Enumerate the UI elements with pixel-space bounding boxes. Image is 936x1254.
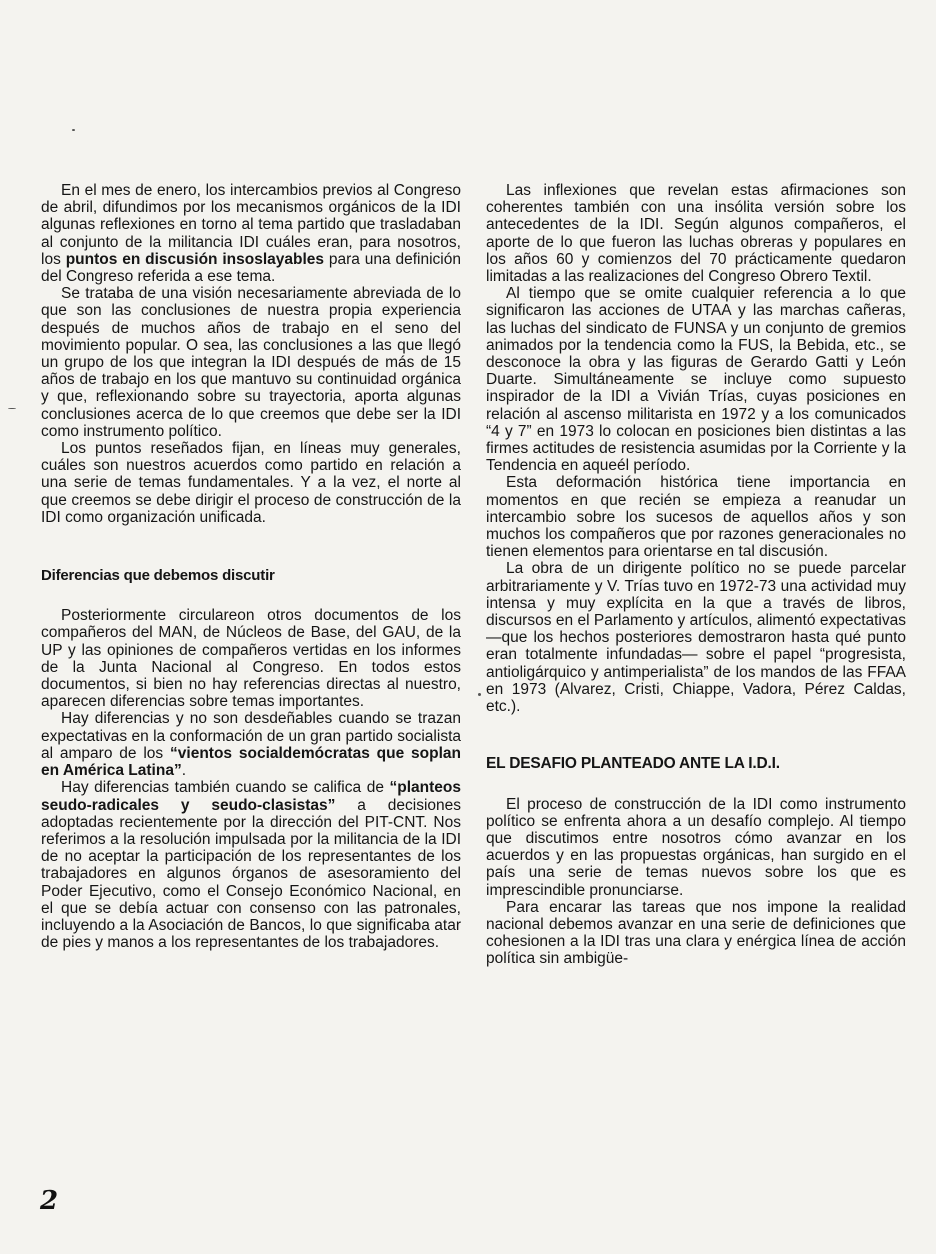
bold-phrase: puntos en discusión insoslayables bbox=[65, 250, 325, 268]
right-paragraph-4: La obra de un dirigente político no se puede parcelar arbitrariamente y V. Trías tuvo en 1972-73 una actividad muy intensa y muy explícita en la que a través de libros, discursos en el Parlamento y artículos, alimentó expectativas —que los hechos posteriores demostraron hasta qué punto eran totalmente infundadas— sobre el papel “progresista, antioligárquico y antimperialista” de los mandos de las FFAA en 1973 (Alvarez, Cristi, Chiappe, Vadora, Pérez Caldas, etc.). bbox=[486, 560, 906, 716]
text-run: . bbox=[181, 762, 187, 780]
right-paragraph-6: Para encarar las tareas que nos impone la realidad nacional debemos avanzar en una serie de definiciones que cohesionen a la IDI tras una clara y enérgica línea de acción política sin ambigüe- bbox=[486, 898, 906, 968]
print-speck bbox=[8, 408, 16, 409]
print-speck bbox=[72, 129, 75, 131]
print-speck bbox=[478, 693, 481, 696]
text-run: a decisiones adoptadas recientemente por la dirección del PIT-CNT. Nos referimos a la resolución impulsada por la militancia de la IDI de no aceptar la participación de los representantes de los trabajadores en algunos órganos de asesoramiento del Poder Ejecutivo, como el Consejo Económico Nacional, en el que se debía actuar con consenso con las patronales, incluyendo a la Asociación de Bancos, lo que significaba atar de pies y manos a los representantes de los trabajadores. bbox=[41, 796, 461, 952]
left-paragraph-3: Los puntos reseñados fijan, en líneas muy generales, cuáles son nuestros acuerdos como partido en relación a una serie de temas fundamentales. Y a la vez, el norte al que creemos se debe dirigir el proceso de construcción de la IDI como organización unificada. bbox=[41, 440, 461, 526]
text-run: Hay diferencias también cuando se califica de bbox=[61, 779, 390, 797]
bold-phrase: “vientos socialdemócratas que soplan en América Latina” bbox=[41, 744, 461, 780]
left-paragraph-1 bbox=[41, 182, 461, 285]
left-column bbox=[41, 182, 461, 951]
page-number: 2 bbox=[40, 1186, 59, 1216]
text-run: En el mes de enero, los intercambios previos al Congreso de abril, difundimos por los mecanismos orgánicos de la IDI algunas reflexiones en torno al tema partido que trasladaban al conjunto de la militancia IDI cuáles eran, para nosotros, los bbox=[41, 182, 461, 268]
right-paragraph-3: Esta deformación histórica tiene importancia en momentos en que recién se empieza a reanudar un intercambio sobre los sucesos de aquellos años y son muchos los compañeros que por razones generacionales no tienen elementos para orientarse en tal discusión. bbox=[486, 474, 906, 561]
text-run: para una definición del Congreso referida a ese tema. bbox=[41, 250, 461, 286]
right-paragraph-2: Al tiempo que se omite cualquier referencia a lo que significaron las acciones de UTAA y las marchas cañeras, las luchas del sindicato de FUNSA y un conjunto de gremios animados por la tendencia como la FUS, la Bebida, etc., se desconoce la obra y las figuras de Gerardo Gatti y León Duarte. Simultáneamente se incluye como supuesto inspirador de la IDI a Vivián Trías, cuyas posiciones en relación al ascenso militarista en 1972 y a los comunicados “4 y 7” en 1973 lo colocan en posiciones bien distintas a las firmes actitudes de resistencia asumidas por la Corriente y la Tendencia en aqueél período. bbox=[486, 285, 906, 475]
section-heading-differences: Diferencias que debemos discutir bbox=[41, 567, 275, 585]
left-paragraph-2: Se trataba de una visión necesariamente abreviada de lo que son las conclusiones de nuestra propia experiencia después de muchos años de trabajo en el seno del movimiento popular. O sea, las conclusiones a las que llegó un grupo de los que integran la IDI después de más de 15 años de trabajo en los que mantuvo su continuidad orgánica y que, reflexionando sobre su trayectoria, aporta algunas conclusiones acerca de lo que creemos que debe ser la IDI como instrumento político. bbox=[41, 285, 461, 440]
left-paragraph-4: Posteriormente circulareon otros documentos de los compañeros del MAN, de Núcleos de Base, del GAU, de la UP y las opiniones de compañeros vertidas en los informes de la Junta Nacional al Congreso. En todos estos documentos, si bien no hay referencias directas al nuestro, aparecen diferencias sobre temas importantes. bbox=[41, 607, 461, 711]
right-paragraph-5: El proceso de construcción de la IDI como instrumento político se enfrenta ahora a un desafío complejo. Al tiempo que discutimos entre nosotros cómo avanzar en los acuerdos y en las propuestas orgánicas, han surgido en el país una serie de temas nuevos sobre los que es imprescindible pronunciarse. bbox=[486, 795, 906, 899]
left-paragraph-5 bbox=[41, 710, 461, 779]
section-heading-challenge: EL DESAFIO PLANTEADO ANTE LA I.D.I. bbox=[486, 755, 780, 773]
right-paragraph-1: Las inflexiones que revelan estas afirmaciones son coherentes también con una insólita versión sobre los antecedentes de la IDI. Según algunos compañeros, el aporte de lo que fueron las luchas obreras y populares en los años 60 y comienzos del 70 prácticamente quedaron limitadas a las realizaciones del Congreso Obrero Textil. bbox=[486, 182, 906, 286]
right-column bbox=[486, 182, 906, 968]
text-run: Hay diferencias y no son desdeñables cuando se trazan expectativas en la conformación de un gran partido socialista al amparo de los bbox=[41, 710, 461, 762]
bold-phrase: “planteos seudo-radicales y seudo-clasistas” bbox=[41, 779, 461, 814]
left-paragraph-6 bbox=[41, 779, 461, 951]
